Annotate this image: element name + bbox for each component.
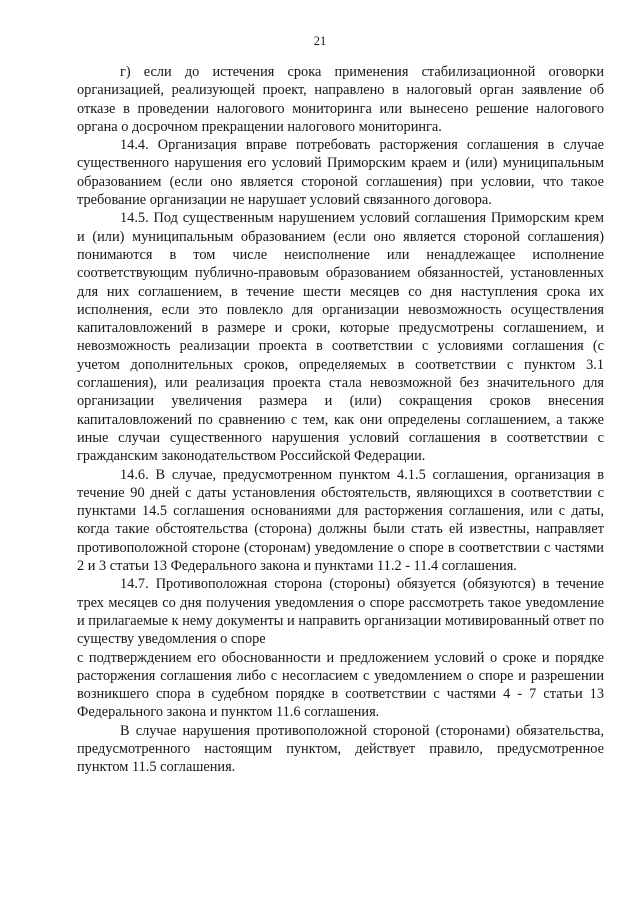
paragraph-14-3-g: г) если до истечения срока применения стабилизационной оговорки организацией, реализующей проект, направлено в налоговый орган заявление об отказе в проведении налогового мониторинга или вынесено решение налогового органа о досрочном прекращении налогового мониторинга. bbox=[77, 64, 604, 135]
paragraph-14-5: 14.5. Под существенным нарушением условий соглашения Приморским крем и (или) муниципальным образованием (если оно является стороной соглашения) понимаются в том числе неисполнение или ненадлежащее исполнение соответствующим публично-правовым образованием обязанностей, установленных для них соглашением, в течение шести месяцев со дня наступления срока их исполнения, если это повлекло для организации невозможность осуществления капиталовложений в размере и сроки, которые предусмотрены соглашением, и невозможность реализации проекта в соответствии с условиями соглашения (с учетом дополнительных сроков, определяемых в соответствии с пунктом 3.1 соглашения), или реализация проекта стала невозможной без значительного для организации увеличения размера и (или) сокращения сроков внесения капиталовложений по сравнению с тем, как они определены соглашением, а также иные случаи существенного нарушения условий соглашения в соответствии с гражданским законодательством Российской Федерации. bbox=[77, 210, 604, 465]
paragraph-14-7: 14.7. Противоположная сторона (стороны) обязуется (обязуются) в течение трех месяцев со дня получения уведомления о споре рассмотреть такое уведомление и прилагаемые к нему документы и направить организации мотивированный ответ по существу уведомления о споре bbox=[77, 576, 604, 648]
page-number: 21 bbox=[313, 34, 327, 48]
paragraph-14-6: 14.6. В случае, предусмотренном пунктом 4.1.5 соглашения, организация в течение 90 дней с даты установления обстоятельств, являющихся в соответствии с пунктами 14.5 соглашения основаниями для расторжения соглашения, или с даты, когда такие обстоятельства (сторона) должны были стать ей известны, направляет противоположной стороне (сторонам) уведомление о споре в соответствии с частями 2 и 3 статьи 13 Федерального закона и пунктами 11.2 - 11.4 соглашения. bbox=[77, 466, 604, 575]
paragraph-14-4: 14.4. Организация вправе потребовать расторжения соглашения в случае существенного нарушения его условий Приморским краем и (или) муниципальным образованием (если оно является стороной соглашения) при условии, что такое требование организации не нарушает условий связанного договора. bbox=[77, 137, 604, 209]
paragraph-14-7-violation: В случае нарушения противоположной стороной (сторонами) обязательства, предусмотренного настоящим пунктом, действует правило, предусмотренное пунктом 11.5 соглашения. bbox=[77, 722, 604, 776]
document-body bbox=[77, 63, 604, 777]
paragraph-14-7-continued: с подтверждением его обоснованности и предложением условий о сроке и порядке расторжения соглашения либо с несогласием с уведомлением о споре и разрешении возникшего спора в судебном порядке в соответствии с частями 4 - 7 статьи 13 Федерального закона и пунктом 11.6 соглашения. bbox=[77, 649, 604, 721]
